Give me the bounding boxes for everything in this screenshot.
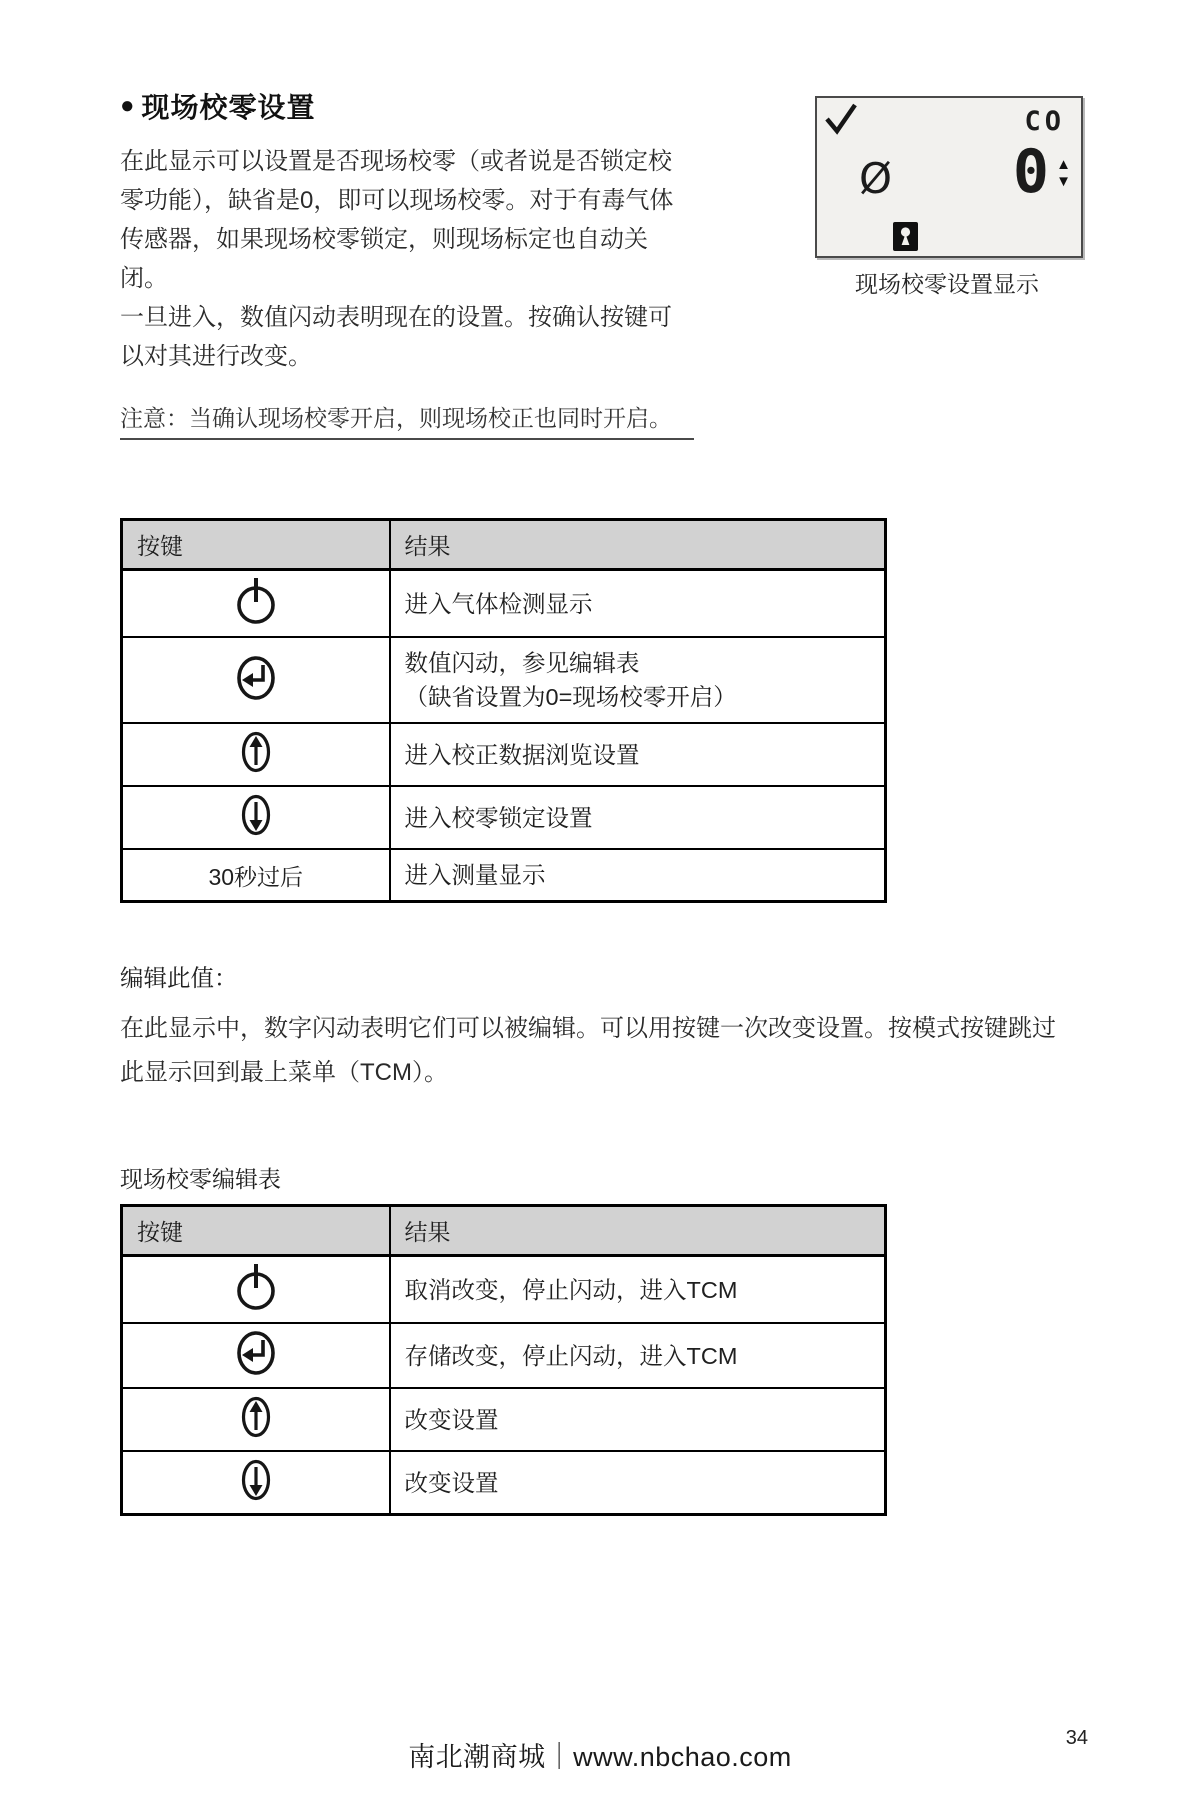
page-content bbox=[120, 86, 1085, 1516]
table-header-row bbox=[122, 520, 886, 570]
down-arrow-icon bbox=[239, 1457, 273, 1503]
up-arrow-icon bbox=[239, 729, 273, 775]
table-row bbox=[122, 637, 886, 723]
lock-icon bbox=[893, 222, 918, 251]
edit-value-body: 在此显示中，数字闪动表明它们可以被编辑。可以用按键一次改变设置。按模式按键跳过此显示回到最上菜单（TCM）。 bbox=[120, 1015, 1056, 1086]
section-title-text: 现场校零设置 bbox=[141, 92, 316, 123]
lcd-figure bbox=[815, 86, 1085, 299]
key-cell bbox=[122, 637, 390, 723]
lcd-zero-value: Ø bbox=[859, 154, 893, 203]
page-number: 34 bbox=[1065, 1727, 1088, 1749]
key-cell bbox=[122, 1256, 390, 1324]
figure-caption: 现场校零设置显示 bbox=[855, 271, 1039, 297]
edit-table-label: 现场校零编辑表 bbox=[120, 1166, 281, 1192]
result-cell bbox=[390, 637, 886, 723]
key-cell bbox=[122, 570, 390, 638]
table-row bbox=[122, 1451, 886, 1515]
header-key: 按键 bbox=[122, 520, 390, 570]
table-row bbox=[122, 1388, 886, 1451]
edit-value-label: 编辑此值： bbox=[120, 965, 238, 991]
header-result: 结果 bbox=[390, 520, 886, 570]
intro-paragraph-1: 在此显示可以设置是否现场校零（或者说是否锁定校零功能），缺省是0，即可以现场校零。对于有毒气体传感器，如果现场校零锁定，则现场标定也自动关闭。 bbox=[120, 148, 674, 292]
footer-site-text: 南北潮商城｜www.nbchao.com bbox=[408, 1742, 792, 1772]
result-line-2: （缺省设置为0=现场校零开启） bbox=[404, 684, 737, 710]
down-arrow-icon bbox=[239, 792, 273, 838]
key-cell bbox=[122, 723, 390, 786]
table-header-row bbox=[122, 1206, 886, 1256]
section-title bbox=[120, 86, 685, 126]
lcd-setting-digit: 0 bbox=[1012, 137, 1049, 207]
result-line-1: 数值闪动，参见编辑表 bbox=[404, 650, 640, 676]
up-triangle-icon: ▲ bbox=[1056, 156, 1071, 173]
enter-icon bbox=[234, 654, 278, 702]
key-result-table-2 bbox=[120, 1204, 887, 1516]
bullet-icon: ● bbox=[120, 92, 136, 119]
key-cell bbox=[122, 1388, 390, 1451]
key-cell bbox=[122, 1451, 390, 1515]
result-cell: 改变设置 bbox=[390, 1388, 886, 1451]
note-line: 注意：当确认现场校零开启，则现场校正也同时开启。 bbox=[120, 400, 694, 440]
key-cell bbox=[122, 1323, 390, 1388]
up-arrow-icon bbox=[239, 1394, 273, 1440]
result-cell: 存储改变，停止闪动，进入TCM bbox=[390, 1323, 886, 1388]
table-row bbox=[122, 723, 886, 786]
table-row bbox=[122, 786, 886, 849]
power-icon bbox=[234, 1262, 278, 1312]
key-cell bbox=[122, 849, 390, 902]
top-section bbox=[120, 86, 1085, 440]
table-row bbox=[122, 849, 886, 902]
key-text: 30秒过后 bbox=[208, 863, 304, 890]
result-cell: 进入气体检测显示 bbox=[390, 570, 886, 638]
enter-icon bbox=[234, 1329, 278, 1377]
lcd-gas-label: CO bbox=[1024, 106, 1065, 137]
key-result-table-1 bbox=[120, 518, 887, 903]
result-cell: 取消改变，停止闪动，进入TCM bbox=[390, 1256, 886, 1324]
table-row bbox=[122, 570, 886, 638]
power-icon bbox=[234, 576, 278, 626]
table-row bbox=[122, 1256, 886, 1324]
result-cell: 改变设置 bbox=[390, 1451, 886, 1515]
result-cell: 进入测量显示 bbox=[390, 849, 886, 902]
down-triangle-icon: ▼ bbox=[1056, 173, 1071, 190]
header-result: 结果 bbox=[390, 1206, 886, 1256]
key-cell bbox=[122, 786, 390, 849]
result-cell: 进入校零锁定设置 bbox=[390, 786, 886, 849]
result-cell: 进入校正数据浏览设置 bbox=[390, 723, 886, 786]
table-row bbox=[122, 1323, 886, 1388]
intro-column bbox=[120, 86, 685, 440]
check-icon bbox=[824, 102, 858, 136]
lcd-updown-arrows bbox=[1056, 156, 1071, 190]
intro-paragraph-2: 一旦进入，数值闪动表明现在的设置。按确认按键可以对其进行改变。 bbox=[120, 304, 672, 370]
lcd-display bbox=[815, 96, 1083, 258]
header-key: 按键 bbox=[122, 1206, 390, 1256]
